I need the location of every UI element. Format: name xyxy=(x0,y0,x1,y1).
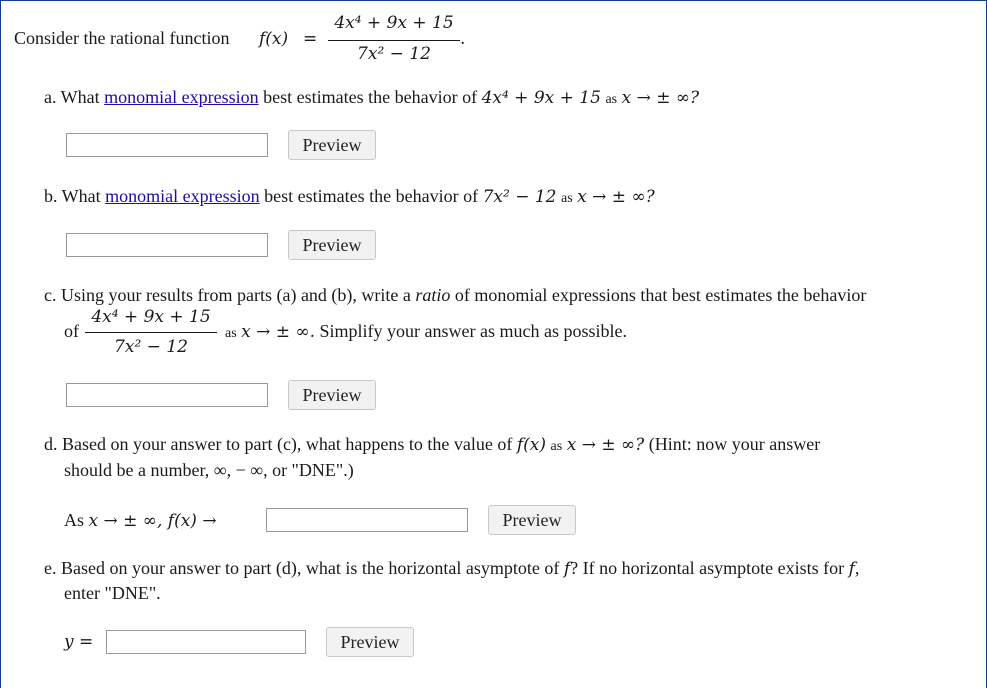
part-e-question-line2: enter "DNE". xyxy=(64,583,161,603)
part-d-question-line2: should be a number, ∞, − ∞, or "DNE".) xyxy=(64,460,354,480)
part-d-limit-label: x → ± ∞, f(x) → xyxy=(88,511,217,531)
part-e-question-line1 xyxy=(44,558,859,579)
part-a-question xyxy=(44,87,699,108)
part-c-ratio: ratio xyxy=(415,285,451,305)
part-b-question xyxy=(44,186,655,207)
part-e-comma: , xyxy=(854,558,860,578)
part-a-expr: 4x⁴ + 9x + 15 xyxy=(481,88,601,108)
part-c-denominator: 7x² − 12 xyxy=(114,337,188,357)
intro-equals: = xyxy=(303,29,318,49)
part-d-answer-input[interactable] xyxy=(266,508,468,532)
intro-fraction-bar xyxy=(328,40,460,41)
part-d-limit: x → ± ∞? xyxy=(566,435,645,455)
part-c-tail xyxy=(225,321,627,342)
part-e-text-b: ? If no horizontal asymptote exists for xyxy=(570,558,845,578)
part-a-preview-button[interactable]: Preview xyxy=(288,130,376,160)
part-a-text: best estimates the behavior of xyxy=(263,87,478,107)
part-b-monomial-link[interactable]: monomial expression xyxy=(105,186,260,206)
part-c-text-b: of monomial expressions that best estimates the behavior xyxy=(454,285,867,305)
intro-denominator: 7x² − 12 xyxy=(357,44,431,64)
part-c-as: as xyxy=(225,326,237,341)
intro-period: . xyxy=(460,29,466,49)
part-d-as-label: As xyxy=(64,510,85,530)
part-c-numerator: 4x⁴ + 9x + 15 xyxy=(91,307,211,327)
part-a-answer-input[interactable] xyxy=(66,133,268,157)
part-c-simplify: Simplify your answer as much as possible. xyxy=(319,321,627,341)
part-c-text-a: c. Using your results from parts (a) and (b), write a xyxy=(44,285,411,305)
part-e-y-label: y = xyxy=(64,632,94,652)
part-e-f2: f xyxy=(848,559,855,579)
part-e-preview-button[interactable]: Preview xyxy=(326,627,414,657)
part-e-text-a: e. Based on your answer to part (d), what is the horizontal asymptote of xyxy=(44,558,560,578)
part-c-answer-input[interactable] xyxy=(66,383,268,407)
part-c-limit: x → ± ∞. xyxy=(241,322,316,342)
part-d-fname: f(x) xyxy=(516,435,547,455)
part-b-prefix: b. What xyxy=(44,186,101,206)
part-e-f: f xyxy=(563,559,571,579)
part-d-question-line1 xyxy=(44,434,820,455)
part-a-monomial-link[interactable]: monomial expression xyxy=(104,87,259,107)
part-a-as: as xyxy=(605,92,618,107)
intro-fname: f(x) xyxy=(259,29,289,49)
part-c-question-line1 xyxy=(44,285,866,306)
part-d-hint: (Hint: now your answer xyxy=(648,434,821,454)
part-d-answer-label xyxy=(64,510,217,531)
part-c-of: of xyxy=(64,321,79,341)
part-d-as: as xyxy=(550,439,563,454)
part-b-answer-input[interactable] xyxy=(66,233,268,257)
part-c-fraction-bar xyxy=(85,332,217,333)
part-b-limit: x → ± ∞? xyxy=(577,187,655,207)
part-a-limit: x → ± ∞? xyxy=(621,88,700,108)
part-d-preview-button[interactable]: Preview xyxy=(488,505,576,535)
intro-numerator: 4x⁴ + 9x + 15 xyxy=(334,13,454,33)
part-c-preview-button[interactable]: Preview xyxy=(288,380,376,410)
part-e-answer-input[interactable] xyxy=(106,630,306,654)
part-d-text-a: d. Based on your answer to part (c), what happens to the value of xyxy=(44,434,513,454)
part-a-prefix: a. What xyxy=(44,87,100,107)
part-b-preview-button[interactable]: Preview xyxy=(288,230,376,260)
intro-text: Consider the rational function xyxy=(14,28,230,48)
part-b-text: best estimates the behavior of xyxy=(264,186,479,206)
part-b-expr: 7x² − 12 xyxy=(482,187,557,207)
part-b-as: as xyxy=(560,191,573,206)
